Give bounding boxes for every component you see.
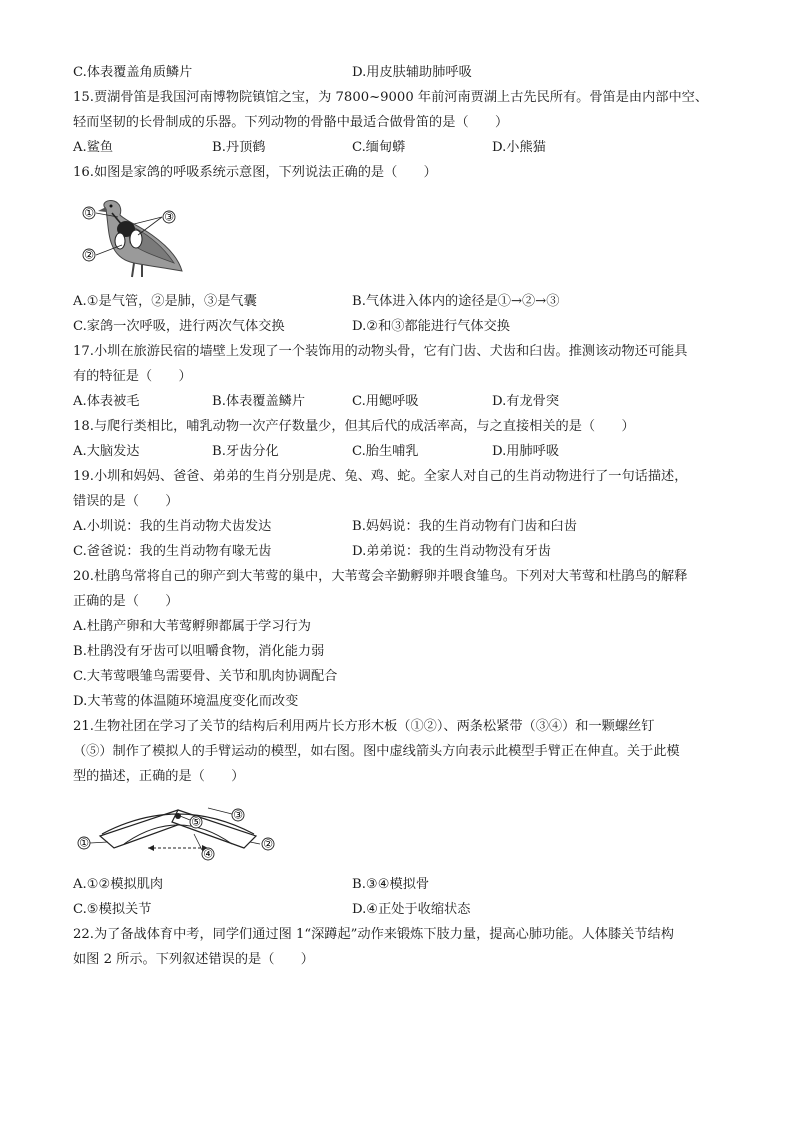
q18-option-b: B.牙齿分化: [212, 444, 279, 459]
q19-option-c: C.爸爸说：我的生肖动物有喙无齿: [73, 544, 272, 559]
q15-option-d: D.小熊猫: [492, 140, 546, 155]
arm-label-2: ②: [263, 837, 273, 851]
q21-stem-line1: 21.生物社团在学习了关节的结构后利用两片长方形木板（①②）、两条松紧带（③④）和一颗螺丝钉: [73, 719, 655, 734]
q21-stem-line3: 型的描述，正确的是（ ）: [73, 769, 245, 784]
q16-option-a: A.①是气管，②是肺，③是气囊: [73, 294, 257, 309]
q15-stem-line1: 15.贾湖骨笛是我国河南博物院镇馆之宝，为 7800~9000 年前河南贾湖上古先民所有。骨笛是由内部中空、: [73, 90, 709, 105]
q16-option-d: D.②和③都能进行气体交换: [352, 319, 510, 334]
arm-model-diagram: [74, 798, 284, 866]
q14-option-c: C.体表覆盖角质鳞片: [73, 65, 193, 80]
q15-option-c: C.缅甸蟒: [352, 140, 406, 155]
arm-label-1: ①: [79, 836, 89, 850]
q20-stem-line1: 20.杜鹃鸟常将自己的卵产到大苇莺的巢中，大苇莺会辛勤孵卵并喂食雏鸟。下列对大苇莺和杜鹃鸟的解释: [73, 569, 688, 584]
q17-option-b: B.体表覆盖鳞片: [212, 394, 306, 409]
pigeon-respiratory-diagram: [78, 195, 188, 280]
q21-option-d: D.④正处于收缩状态: [352, 902, 471, 917]
q20-option-c: C.大苇莺喂雏鸟需要骨、关节和肌肉协调配合: [73, 669, 338, 684]
q21-option-b: B.③④模拟骨: [352, 877, 430, 892]
arm-label-5: ⑤: [191, 815, 201, 829]
pigeon-label-1: ①: [84, 206, 94, 220]
pigeon-label-3: ③: [164, 210, 174, 224]
q19-option-d: D.弟弟说：我的生肖动物没有牙齿: [352, 544, 551, 559]
q17-option-a: A.体表被毛: [73, 394, 140, 409]
q22-stem-line1: 22.为了备战体育中考，同学们通过图 1“深蹲起”动作来锻炼下肢力量，提高心肺功能。人体膝关节结构: [73, 927, 674, 942]
q18-option-a: A.大脑发达: [73, 444, 140, 459]
q21-option-c: C.⑤模拟关节: [73, 902, 152, 917]
q14-option-d: D.用皮肤辅助肺呼吸: [352, 65, 472, 80]
q21-stem-line2: （⑤）制作了模拟人的手臂运动的模型，如右图。图中虚线箭头方向表示此模型手臂正在伸直。关于此模: [73, 744, 680, 759]
q20-option-d: D.大苇莺的体温随环境温度变化而改变: [73, 694, 299, 709]
arm-label-3: ③: [233, 808, 243, 822]
q17-option-c: C.用鳃呼吸: [352, 394, 419, 409]
q18-option-c: C.胎生哺乳: [352, 444, 419, 459]
q19-option-a: A.小圳说：我的生肖动物犬齿发达: [73, 519, 272, 534]
q19-option-b: B.妈妈说：我的生肖动物有门齿和臼齿: [352, 519, 577, 534]
q17-stem-line1: 17.小圳在旅游民宿的墙壁上发现了一个装饰用的动物头骨，它有门齿、犬齿和臼齿。推测该动物还可能具: [73, 344, 688, 359]
q15-option-b: B.丹顶鹤: [212, 140, 266, 155]
q20-stem-line2: 正确的是（ ）: [73, 594, 179, 609]
q20-option-a: A.杜鹃产卵和大苇莺孵卵都属于学习行为: [73, 619, 311, 634]
q16-option-c: C.家鸽一次呼吸，进行两次气体交换: [73, 319, 285, 334]
q22-stem-line2: 如图 2 所示。下列叙述错误的是（ ）: [73, 952, 314, 967]
q19-stem-line1: 19.小圳和妈妈、爸爸、弟弟的生肖分别是虎、兔、鸡、蛇。全家人对自己的生肖动物进行了一句话描述，: [73, 469, 688, 484]
q19-stem-line2: 错误的是（ ）: [73, 494, 179, 509]
q17-option-d: D.有龙骨突: [492, 394, 560, 409]
q15-stem-line2: 轻而坚韧的长骨制成的乐器。下列动物的骨骼中最适合做骨笛的是（ ）: [73, 115, 509, 130]
q16-stem: 16.如图是家鸽的呼吸系统示意图，下列说法正确的是（ ）: [73, 165, 437, 180]
q15-option-a: A.鲨鱼: [73, 140, 114, 155]
arm-label-4: ④: [203, 847, 213, 861]
q16-option-b: B.气体进入体内的途径是①→②→③: [352, 294, 560, 309]
q18-stem: 18.与爬行类相比，哺乳动物一次产仔数量少，但其后代的成活率高，与之直接相关的是（ ）: [73, 419, 635, 434]
pigeon-label-2: ②: [84, 248, 94, 262]
q17-stem-line2: 有的特征是（ ）: [73, 369, 192, 384]
q21-option-a: A.①②模拟肌肉: [73, 877, 164, 892]
q20-option-b: B.杜鹃没有牙齿可以咀嚼食物，消化能力弱: [73, 644, 325, 659]
q18-option-d: D.用肺呼吸: [492, 444, 560, 459]
